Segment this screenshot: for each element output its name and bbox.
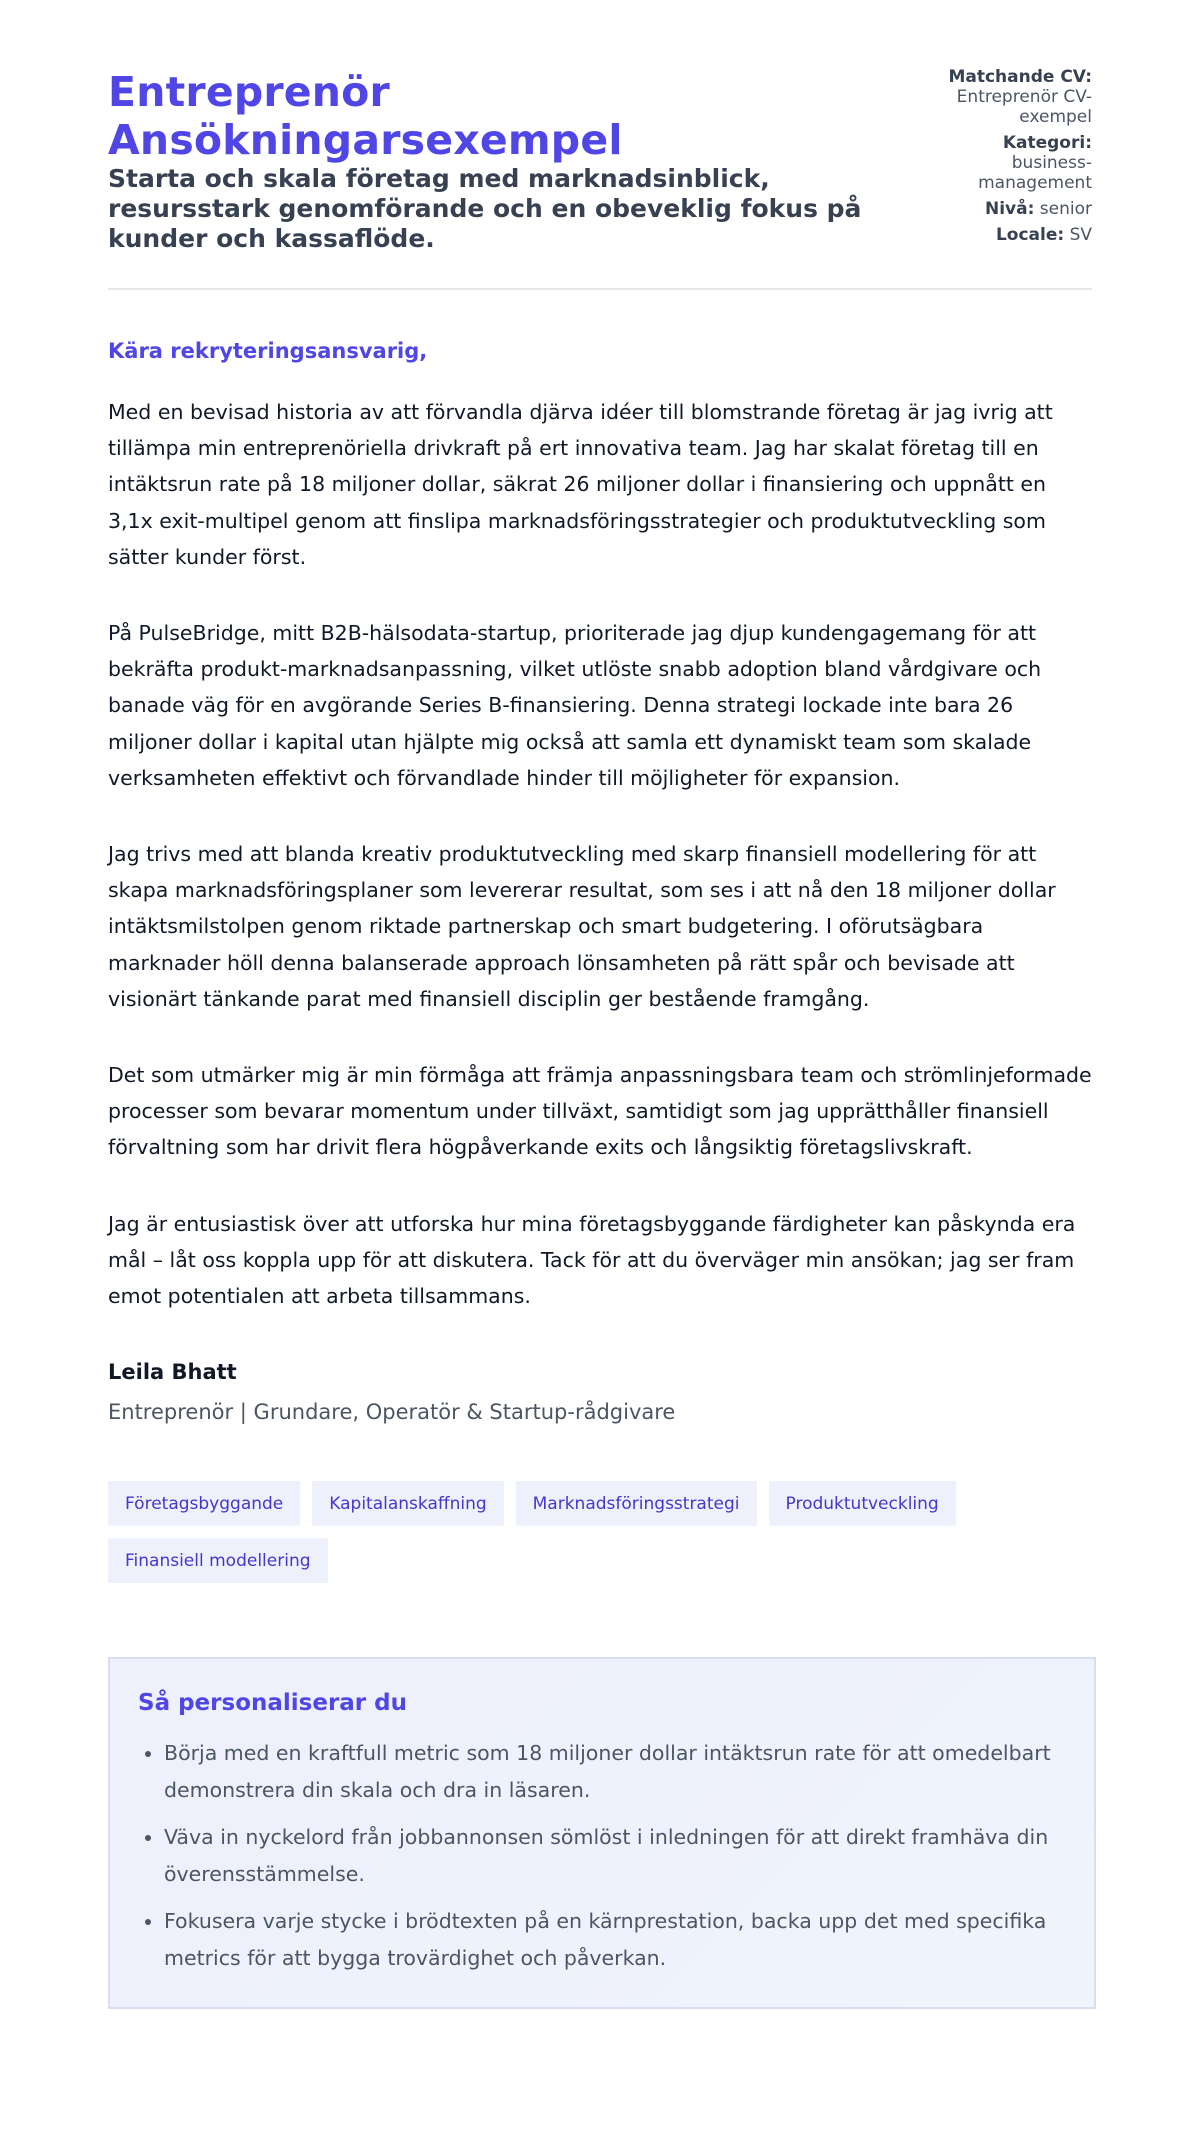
skill-tag: Finansiell modellering — [108, 1538, 328, 1583]
meta-level — [922, 199, 1092, 219]
letter-greeting: Kära rekryteringsansvarig, — [108, 339, 428, 363]
page-subtitle: Starta och skala företag med marknadsinblick, resursstark genomförande och en obeveklig fokus på kunder och kassaflöde. — [108, 164, 862, 253]
letter-paragraph: Jag trivs med att blanda kreativ produktutveckling med skarp finansiell modellering för att skapa marknadsföringsplaner som levererar resultat, som ses i att nå den 18 miljoner dollar intäktsmilstolpen genom riktade partnerskap och smart budgetering. I oförutsägbara marknader höll denna balanserade approach lönsamheten på rätt spår och bevisade att visionärt tänkande parat med finansiell disciplin ger bestående framgång. — [108, 842, 1056, 1011]
letter-paragraph: Med en bevisad historia av att förvandla djärva idéer till blomstrande företag är jag ivrig att tillämpa min entreprenöriella drivkraft på ert innovativa team. Jag har skalat företag till en intäktsrun rate på 18 miljoner dollar, säkrat 26 miljoner dollar i finansiering och uppnått en 3,1x exit-multipel genom att finslipa marknadsföringsstrategier och produktutveckling som sätter kunder först. — [108, 400, 1053, 569]
meta-locale-value: SV — [1069, 225, 1092, 245]
meta-category-label: Kategori: — [1002, 133, 1092, 153]
page-title: Entreprenör Ansökningarsexempel — [108, 68, 623, 164]
tips-list — [138, 1735, 1064, 1977]
letter-paragraph: Det som utmärker mig är min förmåga att främja anpassningsbara team och strömlinjeformade processer som bevarar momentum under tillväxt, samtidigt som jag upprätthåller finansiell förvaltning som har drivit flera högpåverkande exits och långsiktig företagslivskraft. — [108, 1063, 1092, 1160]
letter-paragraph: Jag är entusiastisk över att utforska hur mina företagsbyggande färdigheter kan påskynda era mål – låt oss koppla upp för att diskutera. Tack för att du överväger min ansökan; jag ser fram emot potentialen att arbeta tillsammans. — [108, 1211, 1076, 1309]
signature-role: Entreprenör | Grundare, Operatör & Startup-rådgivare — [108, 1400, 676, 1425]
meta-category — [922, 133, 1092, 193]
skill-tag: Företagsbyggande — [108, 1481, 300, 1526]
skill-tags — [108, 1481, 1008, 1583]
meta-level-label: Nivå: — [984, 199, 1035, 219]
meta-matching-cv-value: Entreprenör CV-exempel — [956, 87, 1092, 127]
skill-tag: Kapitalanskaffning — [312, 1481, 503, 1526]
meta-panel — [922, 67, 1092, 251]
tips-item: • Fokusera varje stycke i brödtexten på en kärnprestation, backa upp det med specifika metrics för att bygga trovärdighet och påverkan. — [164, 1903, 1064, 1977]
tips-item: • Väva in nyckelord från jobbannonsen sömlöst i inledningen för att direkt framhäva din överensstämmelse. — [164, 1819, 1064, 1893]
tips-item: • Börja med en kraftfull metric som 18 miljoner dollar intäktsrun rate för att omedelbart demonstrera din skala och dra in läsaren. — [164, 1735, 1064, 1809]
header-titles — [108, 68, 908, 254]
skill-tag: Marknadsföringsstrategi — [516, 1481, 757, 1526]
meta-matching-cv — [922, 67, 1092, 127]
meta-level-value: senior — [1039, 199, 1092, 219]
letter-body — [108, 394, 1092, 1314]
tips-title: Så personaliserar du — [138, 1690, 407, 1717]
meta-category-value: business-management — [978, 153, 1092, 193]
meta-locale — [922, 225, 1092, 245]
page-header — [108, 68, 1092, 290]
meta-matching-cv-label: Matchande CV: — [948, 67, 1092, 87]
personalization-tips — [108, 1657, 1096, 2009]
skill-tag: Produktutveckling — [769, 1481, 956, 1526]
letter-paragraph: På PulseBridge, mitt B2B-hälsodata-startup, prioriterade jag djup kundengagemang för att bekräfta produkt-marknadsanpassning, vilket utlöste snabb adoption bland vårdgivare och banade väg för en avgörande Series B-finansiering. Denna strategi lockade inte bara 26 miljoner dollar i kapital utan hjälpte mig också att samla ett dynamiskt team som skalade verksamheten effektivt och förvandlade hinder till möjligheter för expansion. — [108, 621, 1042, 790]
meta-locale-label: Locale: — [995, 225, 1065, 245]
signature-name: Leila Bhatt — [108, 1360, 237, 1385]
